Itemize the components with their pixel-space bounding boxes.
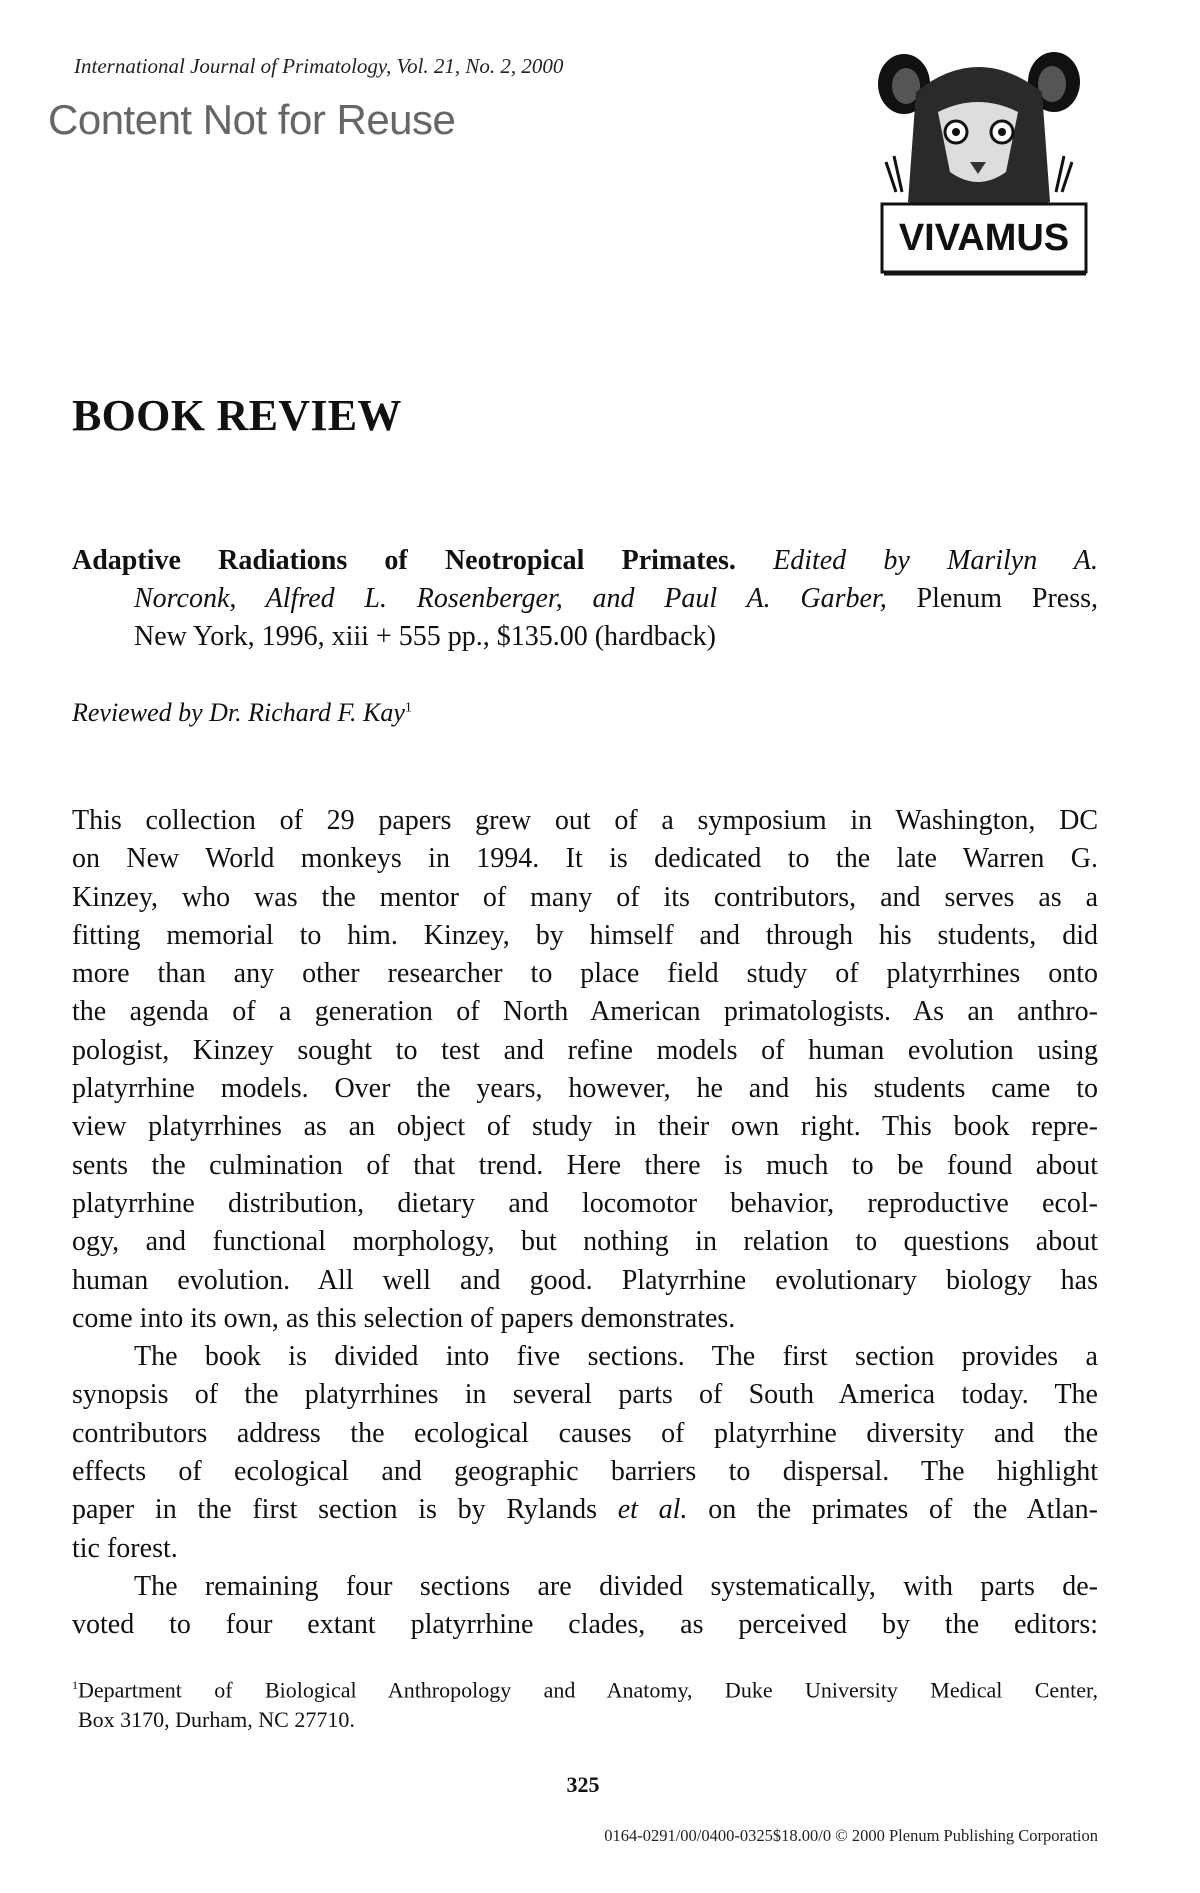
text-line: platyrrhine models. Over the years, however, he and his students came to — [72, 1073, 1098, 1105]
page-title: BOOK REVIEW — [72, 391, 402, 440]
text-line: fitting memorial to him. Kinzey, by himself and through his students, did — [72, 919, 1098, 951]
text-line — [72, 1491, 1098, 1529]
text-line: on New World monkeys in 1994. It is dedicated to the late Warren G. — [72, 843, 1098, 875]
paragraph — [72, 802, 1098, 1338]
paragraph — [72, 1338, 1098, 1568]
review-body — [72, 802, 1098, 1645]
text-line: contributors address the ecological causes of platyrrhine diversity and the — [72, 1417, 1098, 1449]
text-line: The remaining four sections are divided systematically, with parts de- — [134, 1570, 1098, 1602]
publication-details: New York, 1996, xiii + 555 pp., $135.00 (hardback) — [134, 621, 716, 652]
page-number: 325 — [566, 1772, 600, 1797]
footnote-mark: 1 — [404, 700, 412, 716]
reviewer-text: Reviewed by Dr. Richard F. Kay — [72, 698, 405, 727]
text-line: human evolution. All well and good. Platyrrhine evolutionary biology has — [72, 1264, 1098, 1296]
text-line: view platyrrhines as an object of study in their own right. This book repre- — [72, 1111, 1098, 1143]
text-line: platyrrhine distribution, dietary and locomotor behavior, reproductive ecol- — [72, 1187, 1098, 1219]
text-segment: on the primates of the Atlan- — [687, 1494, 1098, 1526]
aye-aye-logo-icon — [866, 52, 1098, 280]
text-line: voted to four extant platyrrhine clades, as perceived by the editors: — [72, 1609, 1098, 1641]
footnote — [72, 1670, 1098, 1735]
publisher: Plenum Press, — [886, 583, 1099, 614]
italic-text: et al. — [617, 1494, 688, 1526]
text-line: the agenda of a generation of North American primatologists. As an anthro- — [72, 996, 1098, 1028]
text-line: The book is divided into five sections. The first section provides a — [134, 1341, 1098, 1373]
text-line: effects of ecological and geographic barriers to dispersal. The highlight — [72, 1456, 1098, 1488]
editors-1: Edited by Marilyn A. — [735, 545, 1098, 576]
book-citation — [72, 542, 1098, 656]
text-line: tic forest. — [72, 1532, 178, 1564]
text-line: more than any other researcher to place field study of platyrrhines onto — [72, 958, 1098, 990]
text-line: ogy, and functional morphology, but nothing in relation to questions about — [72, 1226, 1098, 1258]
text-line: synopsis of the platyrrhines in several parts of South America today. The — [72, 1379, 1098, 1411]
book-title: Adaptive Radiations of Neotropical Primates. — [72, 545, 736, 576]
journal-header: International Journal of Primatology, Vol. 21, No. 2, 2000 — [74, 54, 564, 78]
footnote-number: 1 — [72, 1678, 78, 1692]
footnote-line-1: Department of Biological Anthropology and Anatomy, Duke University Medical Center, — [78, 1677, 1098, 1703]
logo-text: VIVAMUS — [898, 217, 1070, 259]
text-line: sents the culmination of that trend. Here there is much to be found about — [72, 1149, 1098, 1181]
editors-2: Norconk, Alfred L. Rosenberger, and Paul A. Garber, — [134, 583, 887, 614]
text-line: Kinzey, who was the mentor of many of its contributors, and serves as a — [72, 881, 1098, 913]
text-line: This collection of 29 papers grew out of a symposium in Washington, DC — [72, 805, 1098, 836]
paragraph — [72, 1568, 1098, 1645]
text-segment: paper in the first section is by Rylands — [72, 1494, 618, 1526]
vivamus-logo — [866, 52, 1098, 280]
watermark: Content Not for Reuse — [48, 96, 456, 143]
copyright-footer: 0164-0291/00/0400-0325$18.00/0 © 2000 Plenum Publishing Corporation — [604, 1826, 1098, 1845]
text-line: come into its own, as this selection of papers demonstrates. — [72, 1302, 736, 1334]
reviewer-line — [72, 698, 412, 728]
footnote-line-2: Box 3170, Durham, NC 27710. — [78, 1707, 355, 1733]
text-line: pologist, Kinzey sought to test and refine models of human evolution using — [72, 1034, 1098, 1066]
